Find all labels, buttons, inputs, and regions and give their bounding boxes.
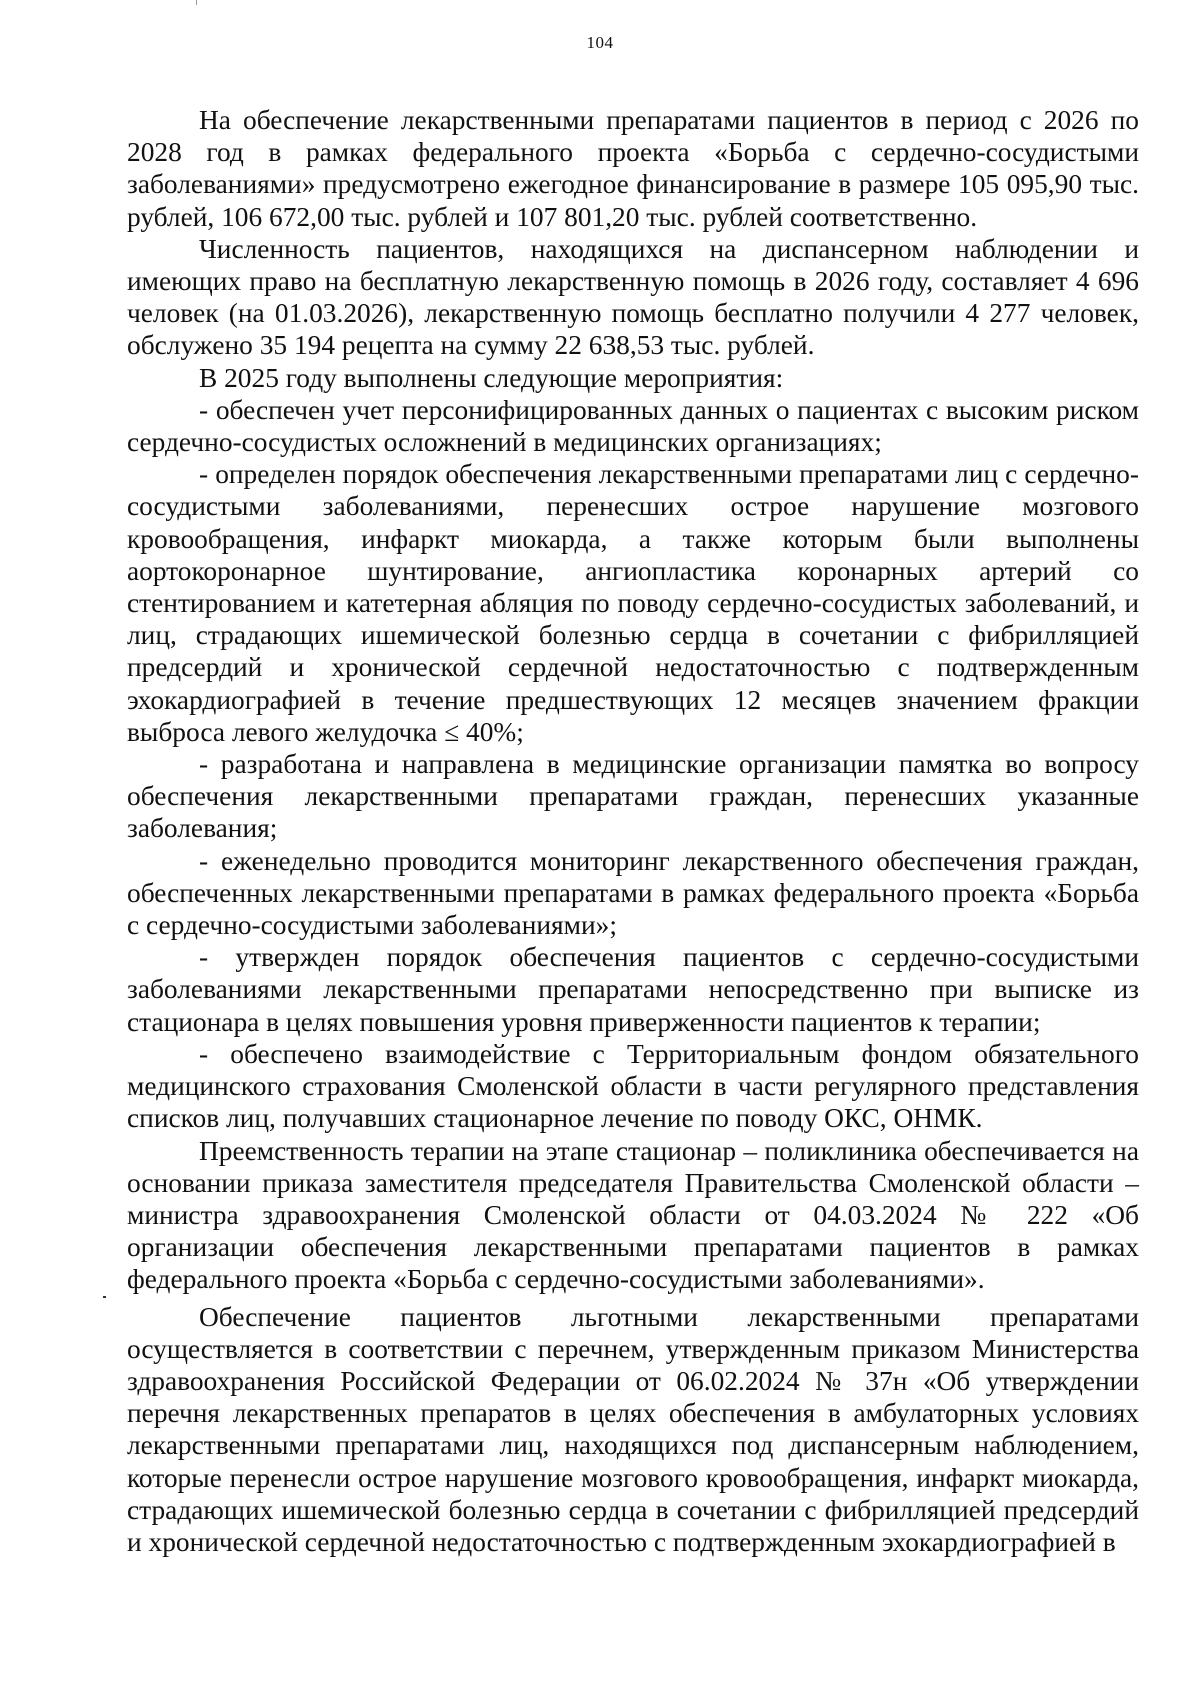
document-body <box>127 104 1139 1558</box>
list-item-discharge-procedure: - утвержден порядок обеспечения пациентов с сердечно-сосудистыми заболеваниями лекарственными препаратами непосредственно при выписке из стационара в целях повышения уровня приверженности пациентов к терапии; <box>127 942 1139 1037</box>
list-item-monitoring: - еженедельно проводится мониторинг лекарственного обеспечения граждан, обеспеченных лекарственными препаратами в рамках федерального проекта «Борьба с сердечно-сосудистыми заболеваниями»; <box>127 845 1139 941</box>
scan-margin-mark <box>103 1296 106 1298</box>
paragraph-continuity: Преемственность терапии на этапе стационар – поликлиника обеспечивается на основании приказа заместителя председателя Правительства Смоленской области – министра здравоохранения Смоленской области от 04.03.2024 № 222 «Об организации обеспечения лекарственными препаратами пациентов в рамках федерального проекта «Борьба с сердечно-сосудистыми заболеваниями». <box>127 1135 1139 1295</box>
paragraph-measures-intro: В 2025 году выполнены следующие мероприятия: <box>199 362 784 393</box>
paragraph-preferential-supply: Обеспечение пациентов льготными лекарственными препаратами осуществляется в соответствии с перечнем, утвержденным приказом Министерства здравоохранения Российской Федерации от 06.02.2024 № 37н «Об утверждении перечня лекарственных препаратов в целях обеспечения в амбулаторных условиях лекарственными препаратами лиц, находящихся под диспансерным наблюдением, которые перенесли острое нарушение мозгового кровообращения, инфаркт миокарда, страдающих ишемической болезнью сердца в сочетании с фибрилляцией предсердий и хронической сердечной недостаточностью с подтвержденным эхокардиографией в <box>127 1301 1139 1557</box>
paragraph-funding: На обеспечение лекарственными препаратами пациентов в период с 2026 по 2028 год в рамках федерального проекта «Борьба с сердечно-сосудистыми заболеваниями» предусмотрено ежегодное финансирование в размере 105 095,90 тыс. рублей, 106 672,00 тыс. рублей и 107 801,20 тыс. рублей соответственно. <box>127 105 1139 232</box>
list-item-procedure-defined: - определен порядок обеспечения лекарственными препаратами лиц с сердечно-сосудистыми заболеваниями, перенесших острое нарушение мозгового кровообращения, инфаркт миокарда, а также которым были выполнены аортокоронарное шунтирование, ангиопластика коронарных артерий со стентированием и катетерная абляция по поводу сердечно-сосудистых заболеваний, и лиц, страдающих ишемической болезнью сердца в сочетании с фибрилляцией предсердий и хронической сердечной недостаточностью с подтвержденным эхокардиографией в течение предшествующих 12 месяцев значением фракции выброса левого желудочка ≤ 40%; <box>127 459 1139 747</box>
page-number: 104 <box>586 33 614 52</box>
list-item-memo: - разработана и направлена в медицинские организации памятка во вопросу обеспечения лекарственными препаратами граждан, перенесших указанные заболевания; <box>127 749 1139 844</box>
paragraph-patient-count: Численность пациентов, находящихся на диспансерном наблюдении и имеющих право на бесплатную лекарственную помощь в 2026 году, составляет 4 696 человек (на 01.03.2026), лекарственную помощь бесплатно получили 4 277 человек, обслужено 35 194 рецепта на сумму 22 638,53 тыс. рублей. <box>127 233 1139 361</box>
scan-edge-mark <box>196 0 197 5</box>
list-item-fund-interaction: - обеспечено взаимодействие с Территориальным фондом обязательного медицинского страхования Смоленской области в части регулярного представления списков лиц, получавших стационарное лечение по поводу ОКС, ОНМК. <box>127 1038 1139 1134</box>
list-item-data-accounting: - обеспечен учет персонифицированных данных о пациентах с высоким риском сердечно-сосудистых осложнений в медицинских организациях; <box>127 394 1139 458</box>
